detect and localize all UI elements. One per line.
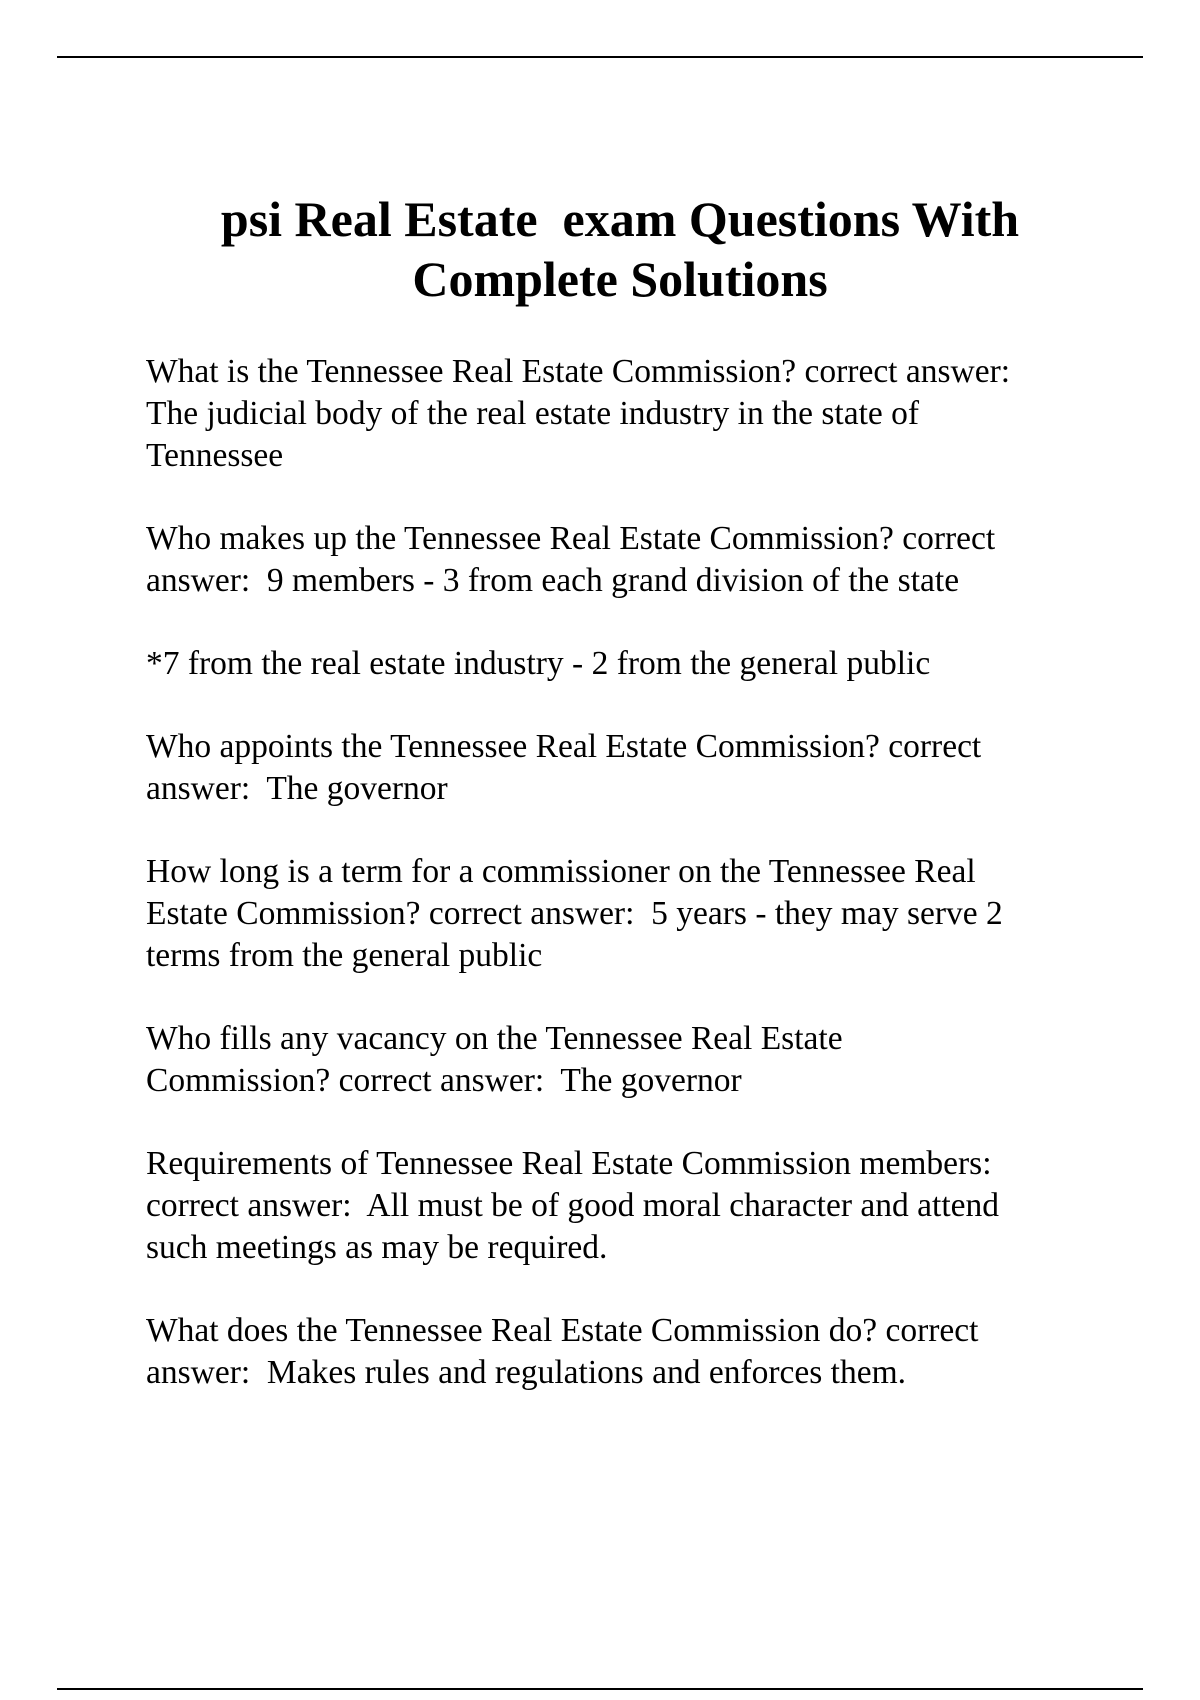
qa-item-2-note: *7 from the real estate industry - 2 from the general public xyxy=(146,645,931,682)
qa-item-4: How long is a term for a commissioner on the Tennessee Real Estate Commission? correct answer: 5 years - they may serve 2 terms from the general public xyxy=(146,853,1003,974)
document-title: psi Real Estate exam Questions With Complete Solutions xyxy=(220,191,1020,307)
header-rule xyxy=(57,56,1143,58)
qa-item-6: Requirements of Tennessee Real Estate Commission members: correct answer: All must be of good moral character and attend such meetings as may be required. xyxy=(146,1145,999,1266)
qa-item-3: Who appoints the Tennessee Real Estate Commission? correct answer: The governor xyxy=(146,728,982,807)
qa-item-7: What does the Tennessee Real Estate Commission do? correct answer: Makes rules and regulations and enforces them. xyxy=(146,1312,979,1391)
qa-item-5: Who fills any vacancy on the Tennessee Real Estate Commission? correct answer: The governor xyxy=(146,1020,843,1099)
footer-rule xyxy=(57,1688,1143,1690)
qa-item-1: What is the Tennessee Real Estate Commission? correct answer: The judicial body of the real estate industry in the state of Tennessee xyxy=(146,353,1011,474)
qa-item-2: Who makes up the Tennessee Real Estate Commission? correct answer: 9 members - 3 from each grand division of the state xyxy=(146,520,996,599)
qa-list xyxy=(146,351,1146,1435)
